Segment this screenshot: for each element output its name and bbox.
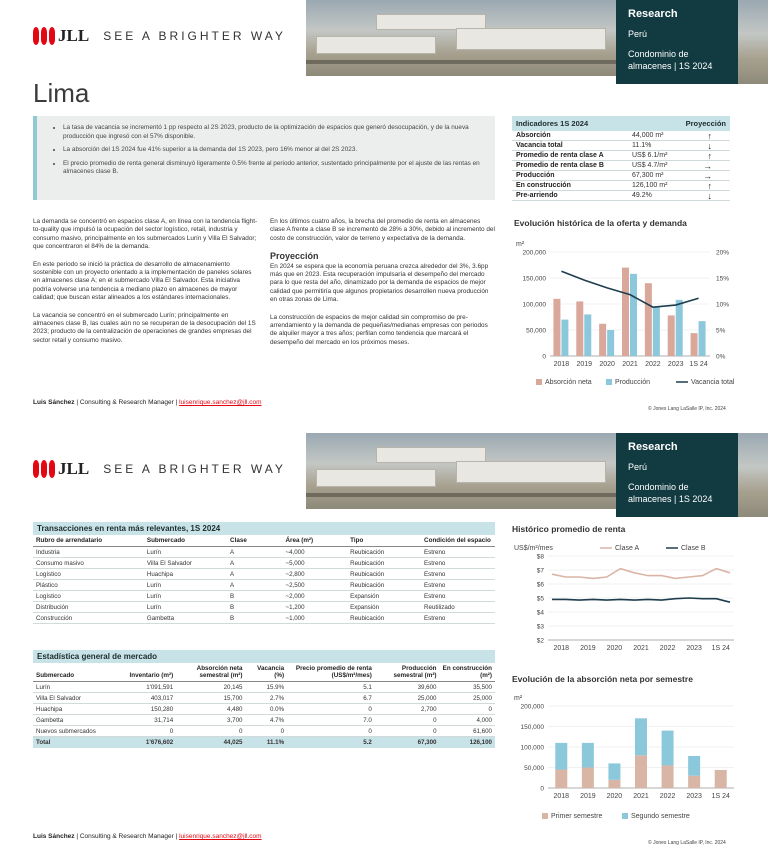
side-panel-country: Perú bbox=[628, 29, 648, 39]
table-cell: 11.1% bbox=[246, 737, 288, 748]
trend-arrow-icon: ↓ bbox=[707, 140, 712, 151]
highlights-box bbox=[33, 116, 495, 200]
text-column-right bbox=[270, 218, 496, 356]
body-paragraph: En este periodo se inició la práctica de desarrollo de almacenamiento sostenible con un proyecto orientado a la implementación de paneles solares en almacenes clase A; en el submercado Villa El Salvador. Esta iniciativa podría volverse una tendencia a mediano plazo en almacenes de mayor calidad; que buscan estar alineados a los estándares internacionales. bbox=[33, 260, 252, 302]
indicator-row bbox=[512, 191, 730, 201]
table-cell: 39,600 bbox=[375, 682, 440, 693]
x-tick-label: 2019 bbox=[580, 645, 596, 652]
table-cell: 0 bbox=[287, 726, 375, 737]
bar-segment bbox=[715, 770, 727, 788]
table-cell: 150,280 bbox=[125, 704, 176, 715]
legend-swatch bbox=[542, 813, 548, 819]
stats-table bbox=[33, 663, 495, 748]
table-cell: 6.7 bbox=[287, 693, 375, 704]
bar bbox=[630, 274, 637, 356]
x-tick-label: 2021 bbox=[633, 793, 649, 800]
y2-tick-label: 10% bbox=[716, 301, 730, 309]
body-paragraph: En 2024 se espera que la economía peruana crezca alrededor del 3%, 3.6pp más que en 2023. Esta recuperación impulsaría el desempeño del mercado para lo que resta del año, dinamizado por la demanda de espacios de mejor calidad que permitiría que algunos propietarios desarrollen nueva producción en otras zonas de Lima. bbox=[270, 262, 489, 304]
indicator-label: Promedio de renta clase A bbox=[516, 152, 604, 159]
chart2-title: Histórico promedio de renta bbox=[512, 524, 626, 534]
table-cell: 4,480 bbox=[176, 704, 245, 715]
author-role: | Consulting & Research Manager | bbox=[74, 399, 180, 406]
table-cell: Industria bbox=[33, 547, 144, 558]
column-header: Clase bbox=[227, 535, 282, 547]
table-cell: Estreno bbox=[421, 580, 495, 591]
table-cell: Estreno bbox=[421, 558, 495, 569]
bar bbox=[599, 324, 606, 356]
x-tick-label: 2019 bbox=[576, 361, 593, 368]
highlight-item: • El precio promedio de renta general disminuyó ligeramente 0.5% frente al periodo anterior, sustentado principalmente por el ajuste de las rentas en almacenes clase B. bbox=[63, 160, 485, 177]
y-axis-label: m² bbox=[516, 241, 525, 248]
y-tick-label: 200,000 bbox=[520, 703, 544, 711]
table-cell: Lurín bbox=[144, 602, 227, 613]
table-cell: Gambetta bbox=[144, 613, 227, 624]
bar-segment bbox=[555, 743, 567, 770]
table-cell: ~1,000 bbox=[282, 613, 347, 624]
table-cell: B bbox=[227, 591, 282, 602]
bar bbox=[645, 283, 652, 356]
table-cell: Lurín bbox=[144, 591, 227, 602]
side-panel-country-2: Perú bbox=[628, 462, 648, 472]
indicator-row bbox=[512, 161, 730, 171]
rent-line-clase-b bbox=[552, 598, 730, 602]
text-column-left bbox=[33, 218, 259, 354]
trend-arrow-icon: ↑ bbox=[707, 180, 712, 191]
side-panel-product: Condominio de almacenes | 1S 2024 bbox=[628, 49, 713, 71]
column-header: Absorción neta semestral (m²) bbox=[176, 663, 245, 682]
y2-tick-label: 20% bbox=[716, 249, 730, 257]
highlight-item: • La absorción del 1S 2024 fue 41% superior a la demanda del 1S 2023, pero 16% menor al del 2S 2023. bbox=[63, 146, 485, 155]
table-row bbox=[33, 569, 495, 580]
indicator-value: US$ 6.1/m² bbox=[632, 152, 668, 159]
table-cell: ~2,500 bbox=[282, 580, 347, 591]
x-tick-label: 2020 bbox=[599, 361, 615, 368]
column-header: Área (m²) bbox=[282, 535, 347, 547]
table-cell: 35,500 bbox=[440, 682, 495, 693]
x-tick-label: 2020 bbox=[606, 645, 623, 652]
column-header: Submercado bbox=[33, 663, 125, 682]
hero-image-edge-2 bbox=[738, 433, 768, 517]
table-cell: 25,000 bbox=[375, 693, 440, 704]
table-cell: 4.7% bbox=[246, 715, 288, 726]
table-cell: ~2,000 bbox=[282, 591, 347, 602]
table-cell: A bbox=[227, 569, 282, 580]
bar bbox=[676, 300, 683, 356]
jll-logo-2 bbox=[33, 459, 286, 479]
x-tick-label: 2022 bbox=[659, 645, 676, 652]
indicator-label: Vacancia total bbox=[516, 142, 563, 149]
bar-segment bbox=[582, 768, 594, 789]
chart3-title: Evolución de la absorción neta por semestre bbox=[512, 674, 693, 684]
table-cell: 1'676,602 bbox=[125, 737, 176, 748]
side-panel bbox=[616, 0, 738, 84]
y-tick-label: $3 bbox=[536, 623, 544, 631]
bar-segment bbox=[555, 770, 567, 788]
signature-2 bbox=[33, 833, 262, 840]
jll-logo-icon-2 bbox=[33, 460, 55, 478]
table-cell: Estreno bbox=[421, 547, 495, 558]
table-cell: A bbox=[227, 547, 282, 558]
author-role-2: | Consulting & Research Manager | bbox=[74, 833, 180, 840]
tagline: SEE A BRIGHTER WAY bbox=[103, 29, 286, 43]
hero-image bbox=[306, 0, 616, 76]
bar bbox=[576, 301, 583, 356]
legend-swatch bbox=[606, 379, 612, 385]
table-cell: Reubicación bbox=[347, 580, 421, 591]
y-tick-label: $7 bbox=[536, 567, 544, 575]
logo-text-2: JLL bbox=[58, 459, 90, 478]
x-tick-label: 2023 bbox=[667, 361, 684, 368]
indicators-table bbox=[512, 116, 730, 201]
table-row bbox=[33, 591, 495, 602]
y-tick-label: 50,000 bbox=[524, 765, 544, 772]
table-cell: 5.1 bbox=[287, 682, 375, 693]
table-cell: 61,600 bbox=[440, 726, 495, 737]
y2-tick-label: 0% bbox=[716, 353, 726, 361]
x-tick-label: 2023 bbox=[686, 645, 702, 652]
table-cell: 44,025 bbox=[176, 737, 245, 748]
table-cell: 5.2 bbox=[287, 737, 375, 748]
y-axis-label: m² bbox=[514, 695, 523, 702]
legend-label: Segundo semestre bbox=[631, 813, 690, 820]
table-cell: Consumo masivo bbox=[33, 558, 144, 569]
y-tick-label: 0 bbox=[542, 353, 546, 361]
table-cell: B bbox=[227, 602, 282, 613]
table-cell: Expansión bbox=[347, 602, 421, 613]
table-cell: ~1,200 bbox=[282, 602, 347, 613]
table-cell: ~5,000 bbox=[282, 558, 347, 569]
bar bbox=[607, 330, 614, 356]
rent-history-chart bbox=[508, 534, 740, 664]
table-cell: Estreno bbox=[421, 613, 495, 624]
indicator-value: 67,300 m² bbox=[632, 172, 664, 179]
table-row bbox=[33, 726, 495, 737]
transactions-title: Transacciones en renta más relevantes, 1S 2024 bbox=[33, 522, 495, 535]
table-cell: Gambetta bbox=[33, 715, 125, 726]
x-tick-label: 1S 24 bbox=[711, 645, 730, 652]
x-tick-label: 2021 bbox=[633, 645, 649, 652]
y-tick-label: 100,000 bbox=[520, 744, 544, 752]
indicator-label: Absorción bbox=[516, 132, 551, 139]
tagline-2: SEE A BRIGHTER WAY bbox=[103, 462, 286, 476]
table-cell: Total bbox=[33, 737, 125, 748]
bar bbox=[553, 299, 560, 356]
y-tick-label: 150,000 bbox=[520, 724, 544, 731]
x-tick-label: 2020 bbox=[606, 793, 623, 800]
table-cell: ~2,800 bbox=[282, 569, 347, 580]
author-email-link[interactable]: luisenrique.sanchez@jll.com bbox=[179, 399, 262, 406]
indicator-row bbox=[512, 181, 730, 191]
indicator-label: En construcción bbox=[516, 182, 571, 189]
trend-arrow-icon: → bbox=[703, 170, 712, 181]
bar bbox=[622, 268, 629, 356]
table-row bbox=[33, 693, 495, 704]
table-cell: Reubicación bbox=[347, 569, 421, 580]
table-cell: 7.0 bbox=[287, 715, 375, 726]
side-panel-2 bbox=[616, 433, 738, 517]
bar-segment bbox=[635, 755, 647, 788]
bar-segment bbox=[608, 763, 620, 779]
highlights-list bbox=[53, 124, 485, 177]
y-tick-label: $8 bbox=[536, 553, 544, 561]
legend-swatch bbox=[622, 813, 628, 819]
transactions-table bbox=[33, 535, 495, 624]
bar-segment bbox=[662, 765, 674, 788]
indicator-row bbox=[512, 151, 730, 161]
table-cell: Expansión bbox=[347, 591, 421, 602]
bar-segment bbox=[688, 756, 700, 776]
stats-title: Estadística general de mercado bbox=[33, 650, 495, 663]
table-cell: 4,000 bbox=[440, 715, 495, 726]
column-header: Rubro de arrendatario bbox=[33, 535, 144, 547]
table-cell: A bbox=[227, 580, 282, 591]
table-cell: B bbox=[227, 613, 282, 624]
bar bbox=[561, 320, 568, 356]
column-header: Submercado bbox=[144, 535, 227, 547]
column-header: Precio promedio de renta (US$/m²/mes) bbox=[287, 663, 375, 682]
table-cell: Huachipa bbox=[144, 569, 227, 580]
stats-table-wrap bbox=[33, 650, 495, 748]
indicator-row bbox=[512, 131, 730, 141]
y2-tick-label: 5% bbox=[716, 327, 726, 335]
column-header: Producción semestral (m²) bbox=[375, 663, 440, 682]
table-row bbox=[33, 602, 495, 613]
bar bbox=[653, 307, 660, 356]
hero-image-2 bbox=[306, 433, 616, 509]
legend-label: Absorción neta bbox=[545, 379, 592, 386]
table-cell: Lurín bbox=[144, 547, 227, 558]
column-header: Vacancia (%) bbox=[246, 663, 288, 682]
table-cell: 0.0% bbox=[246, 704, 288, 715]
table-cell: Reutilizado bbox=[421, 602, 495, 613]
table-cell: 0 bbox=[125, 726, 176, 737]
table-cell: 0 bbox=[440, 704, 495, 715]
body-paragraph: En los últimos cuatro años, la brecha del promedio de renta en almacenes clase A frente a clase B se incrementó de 28% a 30%, debido al incremento del costo de construcción, valor de terreno y expectativa de la demanda. bbox=[270, 218, 495, 242]
table-cell: 20,145 bbox=[176, 682, 245, 693]
table-cell: Reubicación bbox=[347, 613, 421, 624]
y-tick-label: 100,000 bbox=[522, 301, 546, 309]
column-header: Inventario (m²) bbox=[125, 663, 176, 682]
legend-swatch bbox=[536, 379, 542, 385]
x-tick-label: 1S 24 bbox=[689, 361, 708, 368]
chart1-title: Evolución histórica de la oferta y demanda bbox=[514, 218, 687, 228]
table-cell: 25,000 bbox=[440, 693, 495, 704]
table-row bbox=[33, 613, 495, 624]
legend-label: Vacancia total bbox=[691, 379, 735, 386]
jll-logo-icon bbox=[33, 27, 55, 45]
legend-label: Clase B bbox=[681, 545, 706, 552]
table-cell: Distribución bbox=[33, 602, 144, 613]
author-name-2: Luis Sánchez bbox=[33, 833, 75, 840]
table-cell: 0 bbox=[246, 726, 288, 737]
table-cell: 15.9% bbox=[246, 682, 288, 693]
author-email-link-2[interactable]: luisenrique.sanchez@jll.com bbox=[179, 833, 262, 840]
supply-demand-chart bbox=[510, 230, 740, 396]
bar bbox=[691, 333, 698, 356]
logo-text: JLL bbox=[58, 26, 90, 45]
table-cell: 0 bbox=[375, 715, 440, 726]
column-header: Tipo bbox=[347, 535, 421, 547]
body-paragraph: La construcción de espacios de mejor calidad sin compromiso de pre-arrendamiento y la demanda de pequeñas/medianas empresas con periodos de alquiler mayor a tres años; perfilan como tendencia que marcará el desempeño del mercado en los próximos meses. bbox=[270, 313, 488, 346]
table-cell: Estreno bbox=[421, 569, 495, 580]
x-tick-label: 2019 bbox=[580, 793, 596, 800]
body-paragraph: La vacancia se concentró en el submercado Lurín; principalmente en almacenes clase B, las cuales aún no se recuperan de la desocupación del 1S 2023; producto de la centralización de operaciones de grandes empresas del sector retail y consumo masivo. bbox=[33, 311, 256, 344]
net-absorption-chart bbox=[508, 684, 740, 826]
x-tick-label: 2018 bbox=[553, 361, 570, 368]
x-tick-label: 2018 bbox=[553, 645, 570, 652]
y2-tick-label: 15% bbox=[716, 275, 730, 283]
bar bbox=[699, 321, 706, 356]
trend-arrow-icon: ↑ bbox=[707, 130, 712, 141]
table-cell: 0 bbox=[287, 704, 375, 715]
bar-segment bbox=[662, 731, 674, 766]
indicators-title: Indicadores 1S 2024 bbox=[516, 119, 589, 128]
transactions-table-wrap bbox=[33, 522, 495, 624]
table-cell: Reubicación bbox=[347, 547, 421, 558]
table-cell: Huachipa bbox=[33, 704, 125, 715]
y-tick-label: 150,000 bbox=[522, 275, 546, 283]
table-cell: Plástico bbox=[33, 580, 144, 591]
bar-segment bbox=[688, 776, 700, 788]
table-cell: 2.7% bbox=[246, 693, 288, 704]
indicator-row bbox=[512, 141, 730, 151]
indicator-label: Producción bbox=[516, 172, 555, 179]
table-cell: 3,700 bbox=[176, 715, 245, 726]
indicator-value: 44,000 m² bbox=[632, 132, 664, 139]
trend-arrow-icon: ↓ bbox=[707, 190, 712, 201]
bar-segment bbox=[635, 718, 647, 755]
table-cell: Construcción bbox=[33, 613, 144, 624]
table-cell: 1'091,591 bbox=[125, 682, 176, 693]
copyright-1: © Jones Lang LaSalle IP, Inc. 2024 bbox=[648, 406, 726, 412]
table-cell: 67,300 bbox=[375, 737, 440, 748]
indicator-value: US$ 4.7/m² bbox=[632, 162, 668, 169]
column-header: En construcción (m²) bbox=[440, 663, 495, 682]
table-cell: ~4,000 bbox=[282, 547, 347, 558]
total-row bbox=[33, 737, 495, 748]
y-tick-label: 200,000 bbox=[522, 249, 546, 257]
projection-label: Proyección bbox=[685, 119, 726, 128]
trend-arrow-icon: → bbox=[703, 160, 712, 171]
signature-1 bbox=[33, 399, 262, 406]
jll-logo bbox=[33, 26, 286, 46]
side-panel-product-2: Condominio de almacenes | 1S 2024 bbox=[628, 482, 713, 504]
bar-segment bbox=[608, 780, 620, 788]
y-tick-label: $5 bbox=[536, 595, 544, 603]
x-tick-label: 2021 bbox=[622, 361, 638, 368]
table-row bbox=[33, 547, 495, 558]
body-paragraph: La demanda se concentró en espacios clase A, en línea con la tendencia flight-to-quality que impulsó la ocupación del sector logístico, retail, industria y consumo masivo, principalmente en los submercados Lurín y Villa El Salvador; que concentraron el 84% de la demanda. bbox=[33, 218, 258, 251]
legend-label: Producción bbox=[615, 379, 651, 386]
bar bbox=[668, 315, 675, 356]
bar-segment bbox=[582, 743, 594, 768]
table-row bbox=[33, 715, 495, 726]
side-panel-title-2: Research bbox=[628, 441, 678, 453]
indicator-value: 49.2% bbox=[632, 192, 652, 199]
y-axis-label: US$/m²/mes bbox=[514, 545, 553, 552]
table-cell: Estreno bbox=[421, 591, 495, 602]
y-tick-label: $6 bbox=[536, 581, 544, 589]
table-cell: Villa El Salvador bbox=[144, 558, 227, 569]
legend-label: Primer semestre bbox=[551, 813, 603, 820]
hero-image-edge bbox=[738, 0, 768, 84]
y-tick-label: $2 bbox=[536, 637, 544, 645]
copyright-2: © Jones Lang LaSalle IP, Inc. 2024 bbox=[648, 840, 726, 846]
y-tick-label: 50,000 bbox=[526, 327, 546, 335]
table-row bbox=[33, 580, 495, 591]
x-tick-label: 2022 bbox=[659, 793, 676, 800]
table-cell: Nuevos submercados bbox=[33, 726, 125, 737]
highlight-item: • La tasa de vacancia se incrementó 1 pp respecto al 2S 2023, producto de la optimización de espacios que generó desocupación, y de la nueva producción que ingresó con el 57% disponible. bbox=[63, 124, 485, 141]
table-row bbox=[33, 682, 495, 693]
x-tick-label: 1S 24 bbox=[711, 793, 730, 800]
indicator-value: 11.1% bbox=[632, 142, 652, 149]
bar bbox=[584, 314, 591, 356]
page-title: Lima bbox=[33, 78, 90, 108]
trend-arrow-icon: ↑ bbox=[707, 150, 712, 161]
table-cell: 126,100 bbox=[440, 737, 495, 748]
projection-heading: Proyección bbox=[270, 251, 319, 262]
table-row bbox=[33, 704, 495, 715]
y-tick-label: 0 bbox=[540, 785, 544, 793]
table-cell: Logístico bbox=[33, 569, 144, 580]
x-tick-label: 2022 bbox=[645, 361, 661, 368]
table-cell: Lurín bbox=[144, 580, 227, 591]
column-header: Condición del espacio bbox=[421, 535, 495, 547]
table-cell: A bbox=[227, 558, 282, 569]
x-tick-label: 2023 bbox=[686, 793, 702, 800]
y-tick-label: $4 bbox=[536, 609, 544, 617]
table-cell: 15,700 bbox=[176, 693, 245, 704]
table-cell: 0 bbox=[375, 726, 440, 737]
indicator-row bbox=[512, 171, 730, 181]
table-cell: Logístico bbox=[33, 591, 144, 602]
indicator-label: Promedio de renta clase B bbox=[516, 162, 604, 169]
indicators-header bbox=[512, 116, 730, 131]
side-panel-title: Research bbox=[628, 8, 678, 20]
table-cell: Lurín bbox=[33, 682, 125, 693]
author-name: Luis Sánchez bbox=[33, 399, 75, 406]
table-cell: 31,714 bbox=[125, 715, 176, 726]
table-cell: Villa El Salvador bbox=[33, 693, 125, 704]
legend-label: Clase A bbox=[615, 545, 640, 552]
indicator-value: 126,100 m² bbox=[632, 182, 668, 189]
table-cell: Reubicación bbox=[347, 558, 421, 569]
table-cell: 403,017 bbox=[125, 693, 176, 704]
table-cell: 2,700 bbox=[375, 704, 440, 715]
indicator-label: Pre-arriendo bbox=[516, 192, 558, 199]
table-row bbox=[33, 558, 495, 569]
table-cell: 0 bbox=[176, 726, 245, 737]
x-tick-label: 2018 bbox=[553, 793, 570, 800]
